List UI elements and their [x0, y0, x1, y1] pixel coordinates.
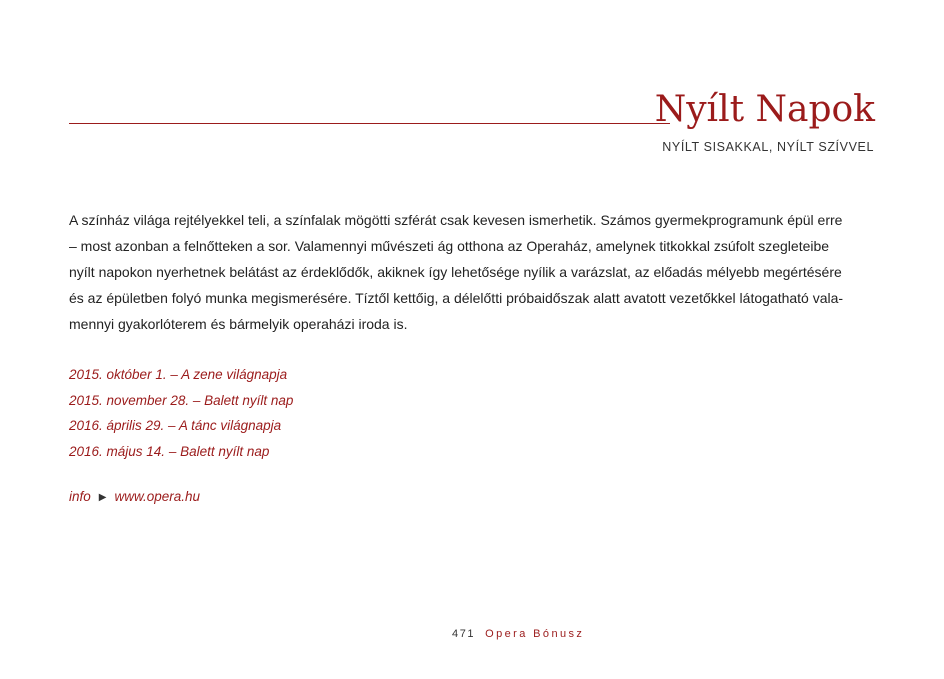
event-date-item: 2016. április 29. – A tánc világnapja	[69, 418, 282, 433]
header-rule	[69, 123, 670, 124]
website-link[interactable]: www.opera.hu	[114, 489, 201, 504]
paragraph-line: és az épületben folyó munka megismerésére. Tíztől kettőig, a délelőtti próbaidőszak alatt avatott vezetőkkel látogatható vala-	[69, 290, 844, 306]
page-number: 471	[452, 628, 476, 640]
paragraph-line: mennyi gyakorlóterem és bármelyik operaházi iroda is.	[69, 316, 408, 332]
event-date-item: 2016. május 14. – Balett nyílt nap	[69, 443, 270, 459]
event-date-item: 2015. október 1. – A zene világnapja	[69, 367, 288, 382]
page-footer	[452, 628, 584, 640]
intro-paragraph	[69, 207, 875, 337]
info-label: info	[69, 489, 91, 504]
event-date-item: 2015. november 28. – Balett nyílt nap	[69, 392, 294, 408]
page-subtitle: NYÍLT SISAKKAL, NYÍLT SZÍVVEL	[662, 140, 874, 154]
info-line	[69, 486, 200, 510]
paragraph-line: – most azonban a felnőtteken a sor. Valamennyi művészeti ág otthona az Operaház, amelynek titkokkal zsúfolt szegleteibe	[69, 238, 830, 254]
publication-name: Opera Bónusz	[485, 628, 585, 640]
paragraph-line: A színház világa rejtélyekkel teli, a színfalak mögötti szférát csak kevesen ismerhetik. Számos gyermekprogramunk épül erre	[69, 212, 843, 228]
paragraph-line: nyílt napokon nyerhetnek belátást az érdeklődők, akiknek így lehetősége nyílik a varázslat, az előadás mélyebb megértésére	[69, 264, 842, 280]
play-arrow-icon: ▶	[98, 492, 107, 503]
page-title: Nyílt Napok	[654, 89, 875, 130]
event-dates-list	[69, 362, 293, 464]
